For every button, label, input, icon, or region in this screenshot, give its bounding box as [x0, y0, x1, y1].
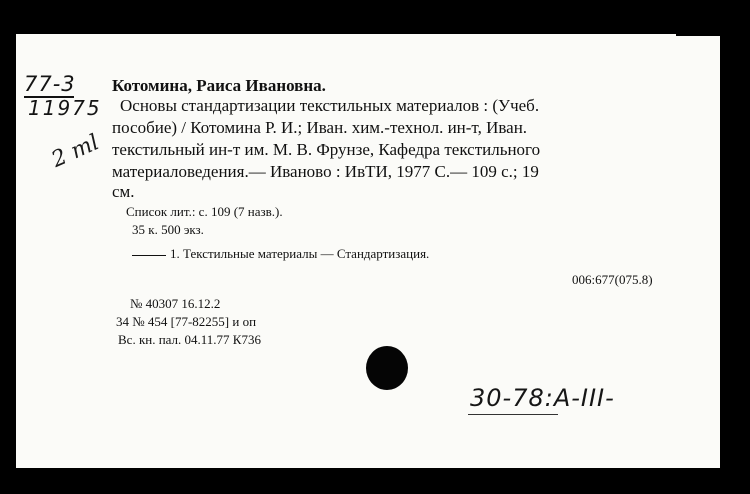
subject-text: 1. Текстильные материалы — Стандартизация. [170, 246, 430, 261]
registry-line-3: Вс. кн. пал. 04.11.77 К736 [118, 332, 261, 347]
title-line-3: текстильный ин-т им. М. В. Фрунзе, Кафедра текстильного [112, 140, 541, 159]
title-line-5: см. [112, 182, 135, 201]
subject-dash [132, 255, 166, 256]
inventory-underline [468, 414, 558, 415]
subject-heading [132, 246, 429, 262]
price-print-run: 35 к. 500 экз. [132, 222, 204, 237]
handwritten-margin-note: 2 ml [48, 130, 103, 173]
title-line-4: материаловедения.— Иваново : ИвТИ, 1977 С.— 109 с.; 19 [112, 162, 539, 181]
classification-code: 006:677(075.8) [572, 272, 653, 287]
author-heading: Котомина, Раиса Ивановна. [112, 76, 326, 95]
registry-line-2: 34 № 454 [77-82255] и оп [116, 314, 257, 329]
shelf-mark-line1: 77-3 [24, 72, 76, 96]
punch-hole [366, 346, 408, 390]
title-line-2: пособие) / Котомина Р. И.; Иван. хим.-технол. ин-т, Иван. [112, 118, 528, 137]
shelf-mark-line2: 11975 [28, 96, 102, 120]
card-corner-notch [676, 14, 720, 36]
inventory-mark: 30-78:A-III- [470, 384, 615, 412]
registry-line-1: № 40307 16.12.2 [130, 296, 221, 311]
title-line-1: Основы стандартизации текстильных материалов : (Учеб. [120, 96, 540, 115]
bibliography-note: Список лит.: с. 109 (7 назв.). [126, 204, 283, 219]
